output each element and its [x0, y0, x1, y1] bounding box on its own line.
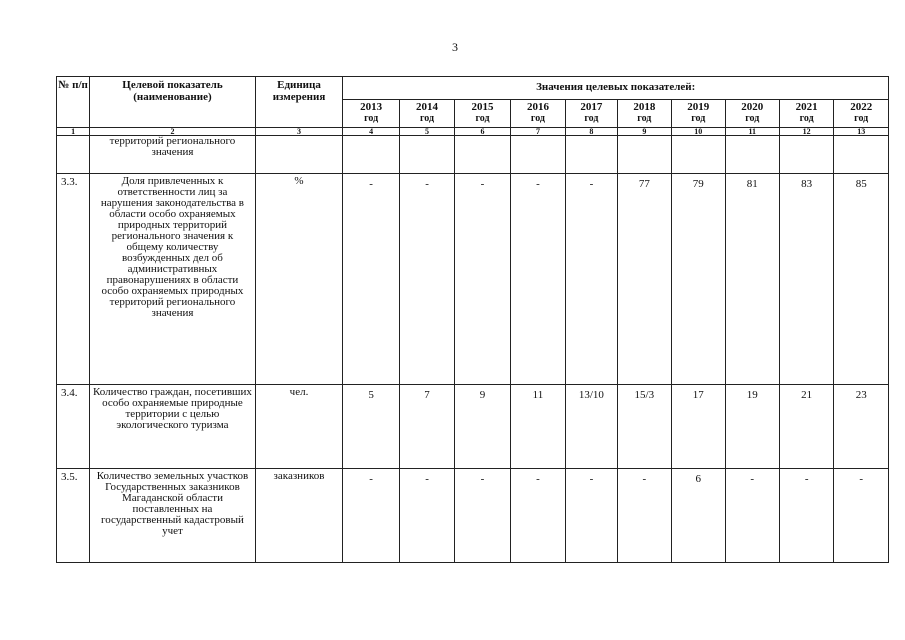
- year-word: год: [530, 113, 545, 124]
- year-label: 2021: [795, 101, 818, 113]
- indicator-value: -: [455, 469, 510, 563]
- year-word: год: [691, 113, 706, 124]
- indicator-value: -: [725, 469, 779, 563]
- header-unit: Единица измерения: [255, 77, 343, 128]
- row-number: 3.5.: [57, 469, 90, 563]
- indicator-value: -: [779, 469, 833, 563]
- indicator-value: [725, 136, 779, 174]
- column-number-10: 10: [672, 128, 725, 136]
- indicator-value: 81: [725, 174, 779, 385]
- indicator-value: -: [617, 469, 671, 563]
- table-row: [57, 469, 889, 563]
- indicator-value: 77: [617, 174, 671, 385]
- year-label: 2013: [360, 101, 383, 113]
- column-number-9: 9: [617, 128, 671, 136]
- header-year-7: [672, 100, 725, 128]
- page-number: 3: [452, 40, 458, 54]
- indicator-value: 6: [672, 469, 725, 563]
- indicators-table-wrapper: [56, 76, 889, 563]
- indicator-value: 11: [510, 385, 565, 469]
- year-label: 2015: [471, 101, 494, 113]
- indicator-name: Количество земельных участков Государственных заказников Магаданской области поставленных на государственный кадастровый учет: [90, 469, 255, 563]
- table-row: [57, 136, 889, 174]
- year-label: 2022: [850, 101, 873, 113]
- indicator-value: [672, 136, 725, 174]
- indicator-value: [399, 136, 454, 174]
- year-label: 2014: [416, 101, 439, 113]
- row-number: 3.3.: [57, 174, 90, 385]
- header-values-title: Значения целевых показателей:: [343, 77, 889, 100]
- column-number-13: 13: [834, 128, 889, 136]
- column-number-11: 11: [725, 128, 779, 136]
- indicator-value: 83: [779, 174, 833, 385]
- column-number-12: 12: [779, 128, 833, 136]
- header-year-1: [343, 100, 399, 128]
- indicator-unit: [255, 136, 343, 174]
- year-label: 2020: [741, 101, 764, 113]
- column-number-7: 7: [510, 128, 565, 136]
- year-word: год: [475, 113, 490, 124]
- year-label: 2019: [687, 101, 710, 113]
- indicator-value: -: [834, 469, 889, 563]
- year-label: 2017: [580, 101, 603, 113]
- indicator-value: 5: [343, 385, 399, 469]
- column-number-8: 8: [566, 128, 617, 136]
- indicator-name: Количество граждан, посетивших особо охраняемые природные территории с целью экологического туризма: [90, 385, 255, 469]
- year-label: 2016: [526, 101, 549, 113]
- year-word: год: [420, 113, 435, 124]
- indicator-value: [834, 136, 889, 174]
- table-row: [57, 385, 889, 469]
- indicator-value: 19: [725, 385, 779, 469]
- indicator-value: -: [510, 174, 565, 385]
- indicator-value: 21: [779, 385, 833, 469]
- year-word: год: [745, 113, 760, 124]
- indicator-value: 7: [399, 385, 454, 469]
- indicator-value: 23: [834, 385, 889, 469]
- indicator-value: 85: [834, 174, 889, 385]
- indicator-value: 13/10: [566, 385, 617, 469]
- indicator-name: территорий регионального значения: [90, 136, 255, 174]
- indicator-unit: заказников: [255, 469, 343, 563]
- header-year-4: [510, 100, 565, 128]
- column-number-6: 6: [455, 128, 510, 136]
- indicator-value: -: [566, 469, 617, 563]
- year-word: год: [799, 113, 814, 124]
- year-word: год: [584, 113, 599, 124]
- header-year-5: [566, 100, 617, 128]
- header-year-8: [725, 100, 779, 128]
- row-number: [57, 136, 90, 174]
- indicator-unit: %: [255, 174, 343, 385]
- column-number-2: 2: [90, 128, 255, 136]
- indicator-value: -: [343, 174, 399, 385]
- indicator-value: -: [399, 174, 454, 385]
- year-word: год: [854, 113, 869, 124]
- header-year-2: [399, 100, 454, 128]
- indicator-value: [566, 136, 617, 174]
- indicator-value: -: [343, 469, 399, 563]
- indicator-value: -: [510, 469, 565, 563]
- target-indicators-table: [56, 76, 889, 563]
- indicator-value: [455, 136, 510, 174]
- indicator-value: 9: [455, 385, 510, 469]
- column-number-5: 5: [399, 128, 454, 136]
- indicator-value: -: [566, 174, 617, 385]
- column-number-4: 4: [343, 128, 399, 136]
- indicator-value: [510, 136, 565, 174]
- header-year-3: [455, 100, 510, 128]
- indicator-value: -: [399, 469, 454, 563]
- header-number: № п/п: [57, 77, 90, 128]
- header-year-6: [617, 100, 671, 128]
- year-label: 2018: [633, 101, 656, 113]
- indicator-name: Доля привлеченных к ответственности лиц за нарушения законодательства в области особо охраняемых природных территорий регионального значения к общему количеству возбужденных дел об административных правонарушениях в области особо охраняемых природных территорий регионального значения: [90, 174, 255, 385]
- indicator-value: [779, 136, 833, 174]
- header-indicator-name: Целевой показатель (наименование): [90, 77, 255, 128]
- table-row: [57, 174, 889, 385]
- year-word: год: [364, 113, 379, 124]
- header-year-9: [779, 100, 833, 128]
- indicator-value: [617, 136, 671, 174]
- indicator-value: 17: [672, 385, 725, 469]
- year-word: год: [637, 113, 652, 124]
- column-number-3: 3: [255, 128, 343, 136]
- indicator-value: 15/3: [617, 385, 671, 469]
- indicator-value: 79: [672, 174, 725, 385]
- row-number: 3.4.: [57, 385, 90, 469]
- indicator-value: -: [455, 174, 510, 385]
- indicator-value: [343, 136, 399, 174]
- header-year-10: [834, 100, 889, 128]
- indicator-unit: чел.: [255, 385, 343, 469]
- column-number-1: 1: [57, 128, 90, 136]
